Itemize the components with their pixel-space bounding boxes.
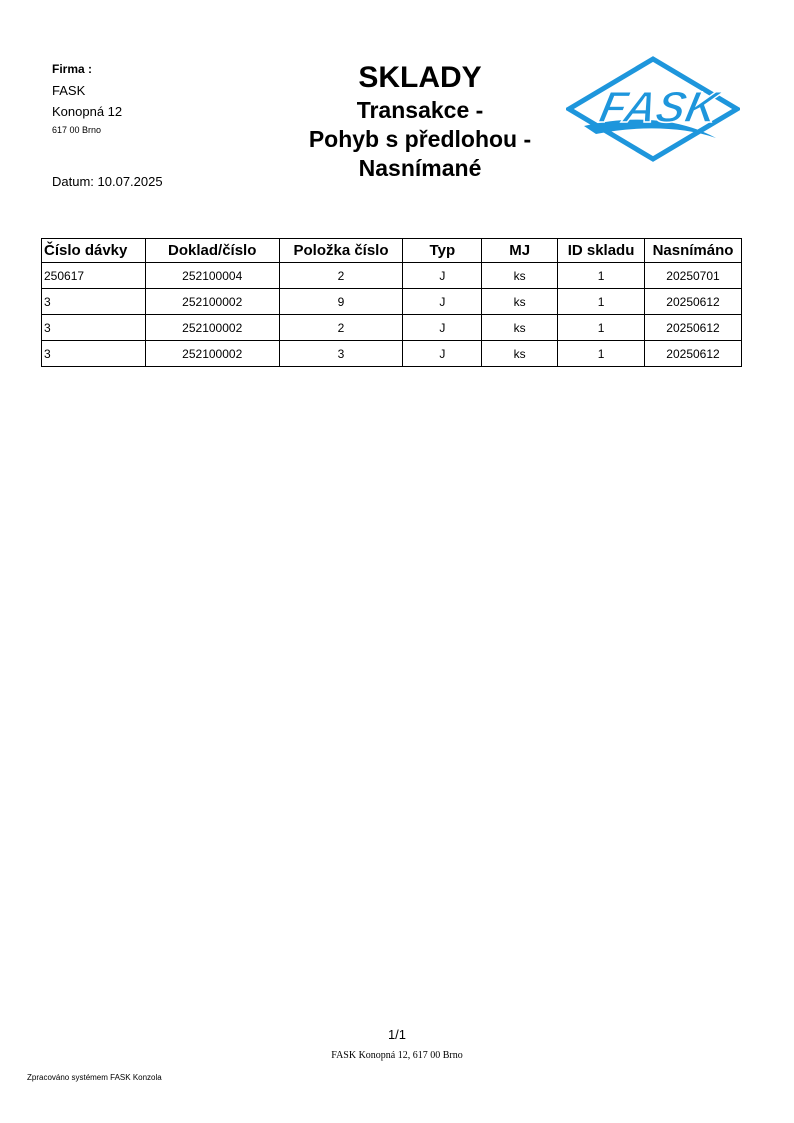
cell-unit: ks (482, 289, 558, 315)
cell-document: 252100002 (145, 289, 279, 315)
cell-document: 252100004 (145, 263, 279, 289)
col-header-scanned: Nasnímáno (644, 239, 741, 263)
cell-batch: 3 (42, 315, 146, 341)
table-row (42, 315, 742, 341)
report-titles (270, 60, 570, 183)
company-street: Konopná 12 (52, 104, 123, 119)
cell-unit: ks (482, 341, 558, 367)
cell-warehouse-id: 1 (558, 289, 645, 315)
table-row (42, 341, 742, 367)
cell-item: 2 (279, 315, 403, 341)
col-header-unit: MJ (482, 239, 558, 263)
company-label: Firma : (52, 62, 93, 76)
cell-scanned: 20250612 (644, 341, 741, 367)
cell-unit: ks (482, 263, 558, 289)
cell-type: J (403, 289, 482, 315)
col-header-item: Položka číslo (279, 239, 403, 263)
col-header-batch: Číslo dávky (42, 239, 146, 263)
cell-scanned: 20250612 (644, 289, 741, 315)
cell-item: 2 (279, 263, 403, 289)
report-subtitle-1: Transakce - (356, 97, 484, 123)
col-header-warehouse-id: ID skladu (558, 239, 645, 263)
cell-type: J (403, 263, 482, 289)
page-number: 1/1 (387, 1027, 407, 1042)
cell-warehouse-id: 1 (558, 263, 645, 289)
report-subtitle-3: Nasnímané (358, 155, 482, 181)
cell-item: 9 (279, 289, 403, 315)
logo-text: FASK (595, 83, 723, 132)
cell-document: 252100002 (145, 341, 279, 367)
cell-batch: 250617 (42, 263, 146, 289)
cell-warehouse-id: 1 (558, 341, 645, 367)
table-row (42, 263, 742, 289)
cell-batch: 3 (42, 289, 146, 315)
report-date: Datum: 10.07.2025 (52, 174, 163, 189)
cell-item: 3 (279, 341, 403, 367)
cell-batch: 3 (42, 341, 146, 367)
col-header-type: Typ (403, 239, 482, 263)
table-header-row (42, 239, 742, 263)
transactions-table (41, 238, 742, 367)
cell-type: J (403, 341, 482, 367)
cell-document: 252100002 (145, 315, 279, 341)
cell-scanned: 20250612 (644, 315, 741, 341)
cell-warehouse-id: 1 (558, 315, 645, 341)
report-title: SKLADY (358, 61, 482, 94)
cell-unit: ks (482, 315, 558, 341)
company-city: 617 00 Brno (52, 125, 102, 135)
cell-scanned: 20250701 (644, 263, 741, 289)
table-row (42, 289, 742, 315)
fask-logo-icon (566, 56, 740, 162)
company-name: FASK (52, 83, 86, 98)
cell-type: J (403, 315, 482, 341)
report-subtitle-2: Pohyb s předlohou - (308, 126, 532, 152)
col-header-document: Doklad/číslo (145, 239, 279, 263)
footer-system-note: Zpracováno systémem FASK Konzola (27, 1073, 162, 1082)
footer-address: FASK Konopná 12, 617 00 Brno (331, 1050, 463, 1061)
